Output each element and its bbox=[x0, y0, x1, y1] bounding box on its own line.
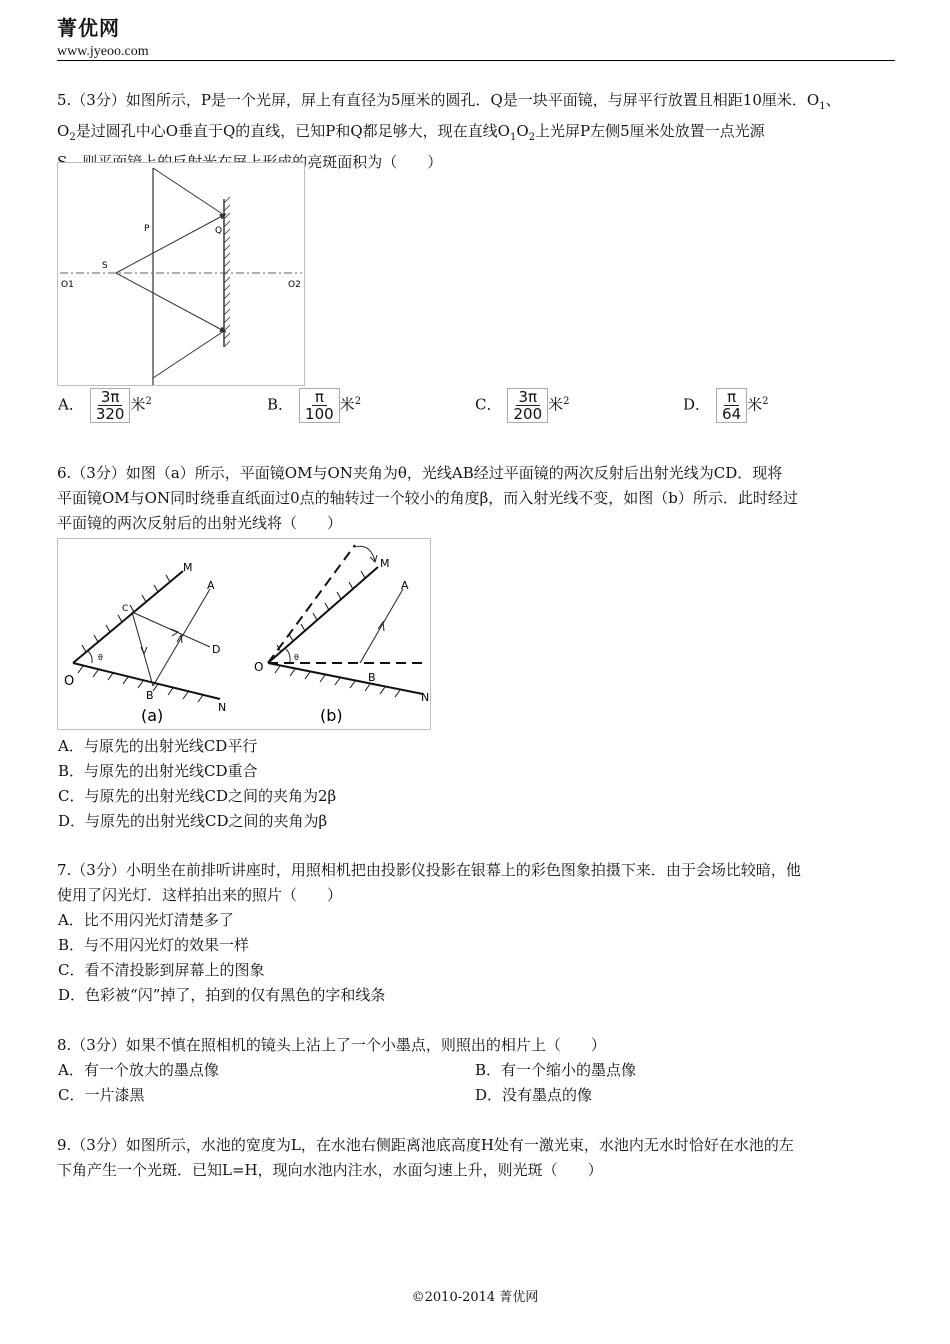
label-b-b: B bbox=[368, 671, 376, 684]
label-a: A bbox=[207, 579, 215, 592]
q8-option-b[interactable]: B．有一个缩小的墨点像 bbox=[475, 1061, 637, 1079]
q7-option-b[interactable]: B．与不用闪光灯的效果一样 bbox=[58, 936, 250, 954]
q5-line1: 5.（3分）如图所示，P是一个光屏，屏上有直径为5厘米的圆孔．Q是一块平面镜，与屏平行放置且相距10厘米．$O_1$、 bbox=[57, 91, 841, 112]
q5-line2: $O_2$是过圆孔中心O垂直于Q的直线，已知P和Q都足够大，现在直线$O_1O_2$上光屏P左侧5厘米处放置一点光源 bbox=[57, 122, 765, 143]
caption-b: (b) bbox=[320, 706, 343, 725]
q6-stem bbox=[57, 461, 897, 536]
q8-option-a[interactable]: A．有一个放大的墨点像 bbox=[58, 1061, 219, 1079]
q9-line2: 下角产生一个光斑．已知L=H，现向水池内注水，水面匀速上升，则光斑（ ） bbox=[57, 1161, 603, 1179]
q6-option-d[interactable]: D．与原先的出射光线CD之间的夹角为β bbox=[58, 812, 328, 830]
q7-option-d[interactable]: D．色彩被“闪”掉了，拍到的仅有黑色的字和线条 bbox=[58, 986, 386, 1004]
q7-option-a[interactable]: A．比不用闪光灯清楚多了 bbox=[58, 911, 234, 929]
header-divider bbox=[57, 60, 895, 61]
label-m: M bbox=[183, 561, 193, 574]
q6-figure bbox=[57, 538, 431, 730]
q6-figure-a bbox=[64, 561, 226, 725]
label-o-b: O bbox=[254, 660, 264, 674]
q7-line1: 7.（3分）小明坐在前排听讲座时，用照相机把由投影仪投影在银幕上的彩色图象拍摄下来．由于会场比较暗，他 bbox=[57, 861, 801, 879]
q8-option-c[interactable]: C．一片漆黑 bbox=[58, 1086, 145, 1104]
label-c: C bbox=[122, 604, 129, 614]
q6-figure-b bbox=[254, 545, 429, 725]
label-o: O bbox=[64, 674, 75, 689]
label-o2: O2 bbox=[288, 280, 301, 290]
q6-option-b[interactable]: B．与原先的出射光线CD重合 bbox=[58, 762, 258, 780]
footer-copyright: ©2010-2014 菁优网 bbox=[411, 1290, 539, 1305]
fraction: $\frac{3\pi}{200}$ bbox=[507, 388, 548, 423]
caption-a: (a) bbox=[141, 706, 164, 725]
q6-line2: 平面镜OM与ON同时绕垂直纸面过0点的轴转过一个较小的角度β，而入射光线不变，如图（b）所示．此时经过 bbox=[57, 489, 798, 507]
fraction: $\frac{\pi}{64}$ bbox=[716, 388, 747, 423]
label-theta: θ bbox=[98, 653, 103, 662]
q8-line1: 8.（3分）如果不慎在照相机的镜头上沾上了一个小墨点，则照出的相片上（ ） bbox=[57, 1036, 606, 1054]
q5-figure bbox=[57, 162, 305, 386]
q9-line1: 9.（3分）如图所示，水池的宽度为L，在水池右侧距离池底高度H处有一激光束，水池内无水时恰好在水池的左 bbox=[57, 1136, 794, 1154]
label-q: Q bbox=[215, 226, 223, 236]
label-p: P bbox=[144, 224, 150, 234]
q5-option-a[interactable]: A． $\frac{3\pi}{320}$ 米$^2$ bbox=[58, 388, 152, 423]
q7-line2: 使用了闪光灯．这样拍出来的照片（ ） bbox=[57, 886, 343, 904]
q5-option-d[interactable]: D． $\frac{\pi}{64}$ 米$^2$ bbox=[683, 388, 769, 423]
brand-logo: 菁优网 bbox=[57, 16, 120, 40]
q7-option-c[interactable]: C．看不清投影到屏幕上的图象 bbox=[58, 961, 265, 979]
q5-option-c[interactable]: C． $\frac{3\pi}{200}$ 米$^2$ bbox=[475, 388, 570, 423]
label-theta-b: θ bbox=[294, 653, 299, 662]
label-a-b: A bbox=[401, 579, 409, 592]
label-n-b: N bbox=[421, 691, 430, 704]
q6-line3: 平面镜的两次反射后的出射光线将（ ） bbox=[57, 514, 343, 532]
label-d: D bbox=[212, 643, 221, 656]
label-s: S bbox=[102, 261, 108, 271]
q6-option-a[interactable]: A．与原先的出射光线CD平行 bbox=[58, 737, 258, 755]
q6-line1: 6.（3分）如图（a）所示，平面镜OM与ON夹角为θ，光线AB经过平面镜的两次反射后出射光线为CD．现将 bbox=[57, 464, 783, 482]
label-m-b: M bbox=[380, 557, 390, 570]
q5-option-b[interactable]: B． $\frac{\pi}{100}$ 米$^2$ bbox=[267, 388, 362, 423]
mirror-hatching bbox=[224, 197, 230, 347]
label-b: B bbox=[146, 689, 154, 702]
fraction: $\frac{3\pi}{320}$ bbox=[90, 388, 131, 423]
q6-option-c[interactable]: C．与原先的出射光线CD之间的夹角为2β bbox=[58, 787, 337, 805]
q8-stem bbox=[57, 1033, 897, 1058]
label-n: N bbox=[218, 701, 227, 714]
q5-line3: S，则平面镜上的反射光在屏上形成的亮斑面积为（ ） bbox=[57, 153, 443, 171]
fraction: $\frac{\pi}{100}$ bbox=[299, 388, 340, 423]
label-o1: O1 bbox=[61, 280, 74, 290]
q7-stem bbox=[57, 858, 897, 908]
site-url: www.jyeoo.com bbox=[57, 44, 149, 59]
q8-option-d[interactable]: D．没有墨点的像 bbox=[475, 1086, 593, 1104]
q9-stem bbox=[57, 1133, 897, 1183]
